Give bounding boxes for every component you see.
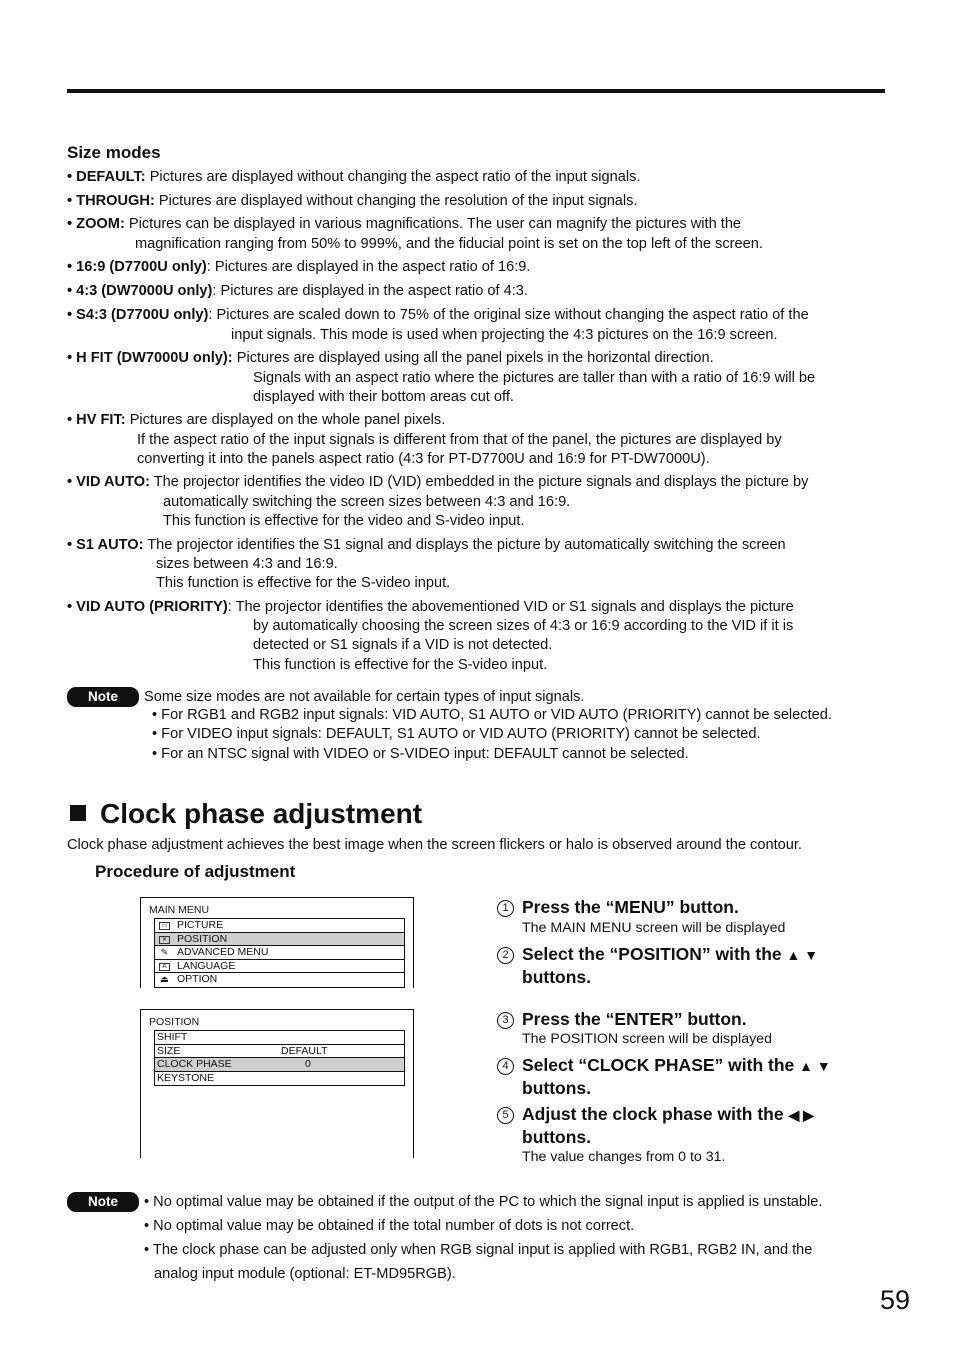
position-row-shift[interactable]: SHIFT <box>155 1031 404 1045</box>
size-mode-hfit-cont1: Signals with an aspect ratio where the pictures are taller than with a ratio of 16:9 will be <box>253 370 816 386</box>
menu-item-language[interactable]: A LANGUAGE <box>155 960 404 974</box>
note2-bullet-cont: analog input module (optional: ET-MD95RGB). <box>154 1266 456 1282</box>
step-5-cont: buttons. <box>522 1127 592 1147</box>
size-mode-vidauto-priority-cont3: This function is effective for the S-video input. <box>253 657 548 673</box>
step-3-sub: The POSITION screen will be displayed <box>522 1031 772 1047</box>
size-mode-169: • 16:9 (D7700U only): Pictures are displayed in the aspect ratio of 16:9. <box>67 259 531 275</box>
step-2: 2 Select the “POSITION” with the ▲ ▼ <box>497 943 818 966</box>
size-mode-hvfit: • HV FIT: Pictures are displayed on the whole panel pixels. <box>67 412 446 428</box>
size-mode-s43: • S4:3 (D7700U only): Pictures are scaled down to 75% of the original size without changing the aspect ratio of the <box>67 307 809 323</box>
picture-icon: ▭ <box>159 922 170 930</box>
note2-bullet: • No optimal value may be obtained if the output of the PC to which the signal input is applied is unstable. <box>144 1194 823 1210</box>
menu-item-picture[interactable]: ▭ PICTURE <box>155 919 404 933</box>
size-mode-vidauto-cont1: automatically switching the screen sizes between 4:3 and 16:9. <box>163 494 571 510</box>
size-mode-hfit: • H FIT (DW7000U only): Pictures are displayed using all the panel pixels in the horizontal direction. <box>67 350 714 366</box>
size-mode-hvfit-cont1: If the aspect ratio of the input signals is different from that of the panel, the pictures are displayed by <box>137 432 782 448</box>
section-intro: Clock phase adjustment achieves the best image when the screen flickers or halo is observed around the contour. <box>67 837 802 853</box>
step-5: 5 Adjust the clock phase with the ◀ ▶ <box>497 1103 814 1126</box>
size-mode-vidauto-priority: • VID AUTO (PRIORITY): The projector identifies the abovementioned VID or S1 signals and displays the picture <box>67 599 794 615</box>
size-mode-vidauto-cont2: This function is effective for the video and S-video input. <box>163 513 525 529</box>
position-row-clock-phase[interactable]: CLOCK PHASE 0 <box>155 1058 404 1072</box>
note-badge: Note <box>67 687 139 707</box>
size-mode-s1auto-cont2: This function is effective for the S-video input. <box>156 575 451 591</box>
main-menu-screen <box>140 897 414 988</box>
size-mode-default: • DEFAULT: Pictures are displayed without changing the aspect ratio of the input signals. <box>67 169 641 185</box>
size-mode-hvfit-cont2: converting it into the panels aspect ratio (4:3 for PT-D7700U and 16:9 for PT-DW7000U). <box>137 451 710 467</box>
size-mode-through: • THROUGH: Pictures are displayed without changing the resolution of the input signals. <box>67 193 638 209</box>
menu-item-position[interactable]: ✕ POSITION <box>155 933 404 947</box>
position-icon: ✕ <box>159 936 170 944</box>
position-screen <box>140 1009 414 1158</box>
step-3: 3 Press the “ENTER” button. <box>497 1008 747 1030</box>
step-4: 4 Select “CLOCK PHASE” with the ▲ ▼ <box>497 1054 831 1077</box>
note-intro: Some size modes are not available for certain types of input signals. <box>144 689 585 705</box>
square-bullet-icon <box>70 805 86 821</box>
step-number: 5 <box>497 1107 514 1124</box>
size-mode-vidauto-priority-cont2: detected or S1 signals if a VID is not detected. <box>253 637 553 653</box>
size-mode-hfit-cont2: displayed with their bottom areas cut off. <box>253 389 514 405</box>
top-rule <box>67 89 885 93</box>
step-number: 4 <box>497 1058 514 1075</box>
step-1-sub: The MAIN MENU screen will be displayed <box>522 920 786 936</box>
size-mode-vidauto: • VID AUTO: The projector identifies the video ID (VID) embedded in the picture signals and displays the picture by <box>67 474 809 490</box>
position-row-size[interactable]: SIZE DEFAULT <box>155 1045 404 1059</box>
section-title: Clock phase adjustment <box>70 798 422 830</box>
step-number: 1 <box>497 900 514 917</box>
step-4-cont: buttons. <box>522 1078 592 1098</box>
clock-phase-value: 0 <box>305 1058 311 1070</box>
position-row-keystone[interactable]: KEYSTONE <box>157 1071 214 1084</box>
menu-item-advanced-menu[interactable]: ✎ ADVANCED MENU <box>155 946 404 960</box>
size-mode-43: • 4:3 (DW7000U only): Pictures are displayed in the aspect ratio of 4:3. <box>67 283 528 299</box>
up-down-arrows-icon: ▲ ▼ <box>799 1058 831 1074</box>
step-1: 1 Press the “MENU” button. <box>497 896 739 918</box>
menu-item-option[interactable]: ⏏ OPTION <box>160 973 218 985</box>
size-modes-heading: Size modes <box>67 143 161 162</box>
procedure-heading: Procedure of adjustment <box>95 862 296 881</box>
size-mode-s43-cont: input signals. This mode is used when projecting the 4:3 pictures on the 16:9 screen. <box>231 327 778 343</box>
step-5-sub: The value changes from 0 to 31. <box>522 1149 726 1165</box>
advanced-menu-icon: ✎ <box>160 947 169 957</box>
position-title: POSITION <box>149 1016 200 1028</box>
size-mode-zoom: • ZOOM: Pictures can be displayed in various magnifications. The user can magnify the pictures with the <box>67 216 742 232</box>
main-menu-title: MAIN MENU <box>149 904 210 916</box>
note-badge: Note <box>67 1192 139 1212</box>
note2-bullet: • No optimal value may be obtained if the total number of dots is not correct. <box>144 1218 635 1234</box>
note-bullet: • For VIDEO input signals: DEFAULT, S1 AUTO or VID AUTO (PRIORITY) cannot be selected. <box>152 726 761 742</box>
up-down-arrows-icon: ▲ ▼ <box>786 947 819 963</box>
note-bullet: • For an NTSC signal with VIDEO or S-VIDEO input: DEFAULT cannot be selected. <box>152 746 689 762</box>
size-mode-zoom-cont: magnification ranging from 50% to 999%, and the fiducial point is set on the top left of the screen. <box>135 236 763 252</box>
note2-bullet: • The clock phase can be adjusted only when RGB signal input is applied with RGB1, RGB2 IN, and the <box>144 1242 813 1258</box>
option-icon: ⏏ <box>160 974 169 984</box>
position-list <box>154 1030 405 1086</box>
step-2-cont: buttons. <box>522 967 592 987</box>
page-number: 59 <box>880 1285 911 1315</box>
main-menu-list <box>154 918 405 988</box>
size-mode-s1auto-cont1: sizes between 4:3 and 16:9. <box>156 556 338 572</box>
size-mode-vidauto-priority-cont1: by automatically choosing the screen sizes of 4:3 or 16:9 according to the VID if it is <box>253 618 794 634</box>
size-value: DEFAULT <box>281 1044 328 1057</box>
left-right-arrows-icon: ◀ ▶ <box>788 1107 814 1123</box>
language-icon: A <box>159 963 170 971</box>
step-number: 3 <box>497 1012 514 1029</box>
step-number: 2 <box>497 947 514 964</box>
note-bullet: • For RGB1 and RGB2 input signals: VID AUTO, S1 AUTO or VID AUTO (PRIORITY) cannot be selected. <box>152 707 832 723</box>
size-mode-s1auto: • S1 AUTO: The projector identifies the S1 signal and displays the picture by automatically switching the screen <box>67 537 786 553</box>
